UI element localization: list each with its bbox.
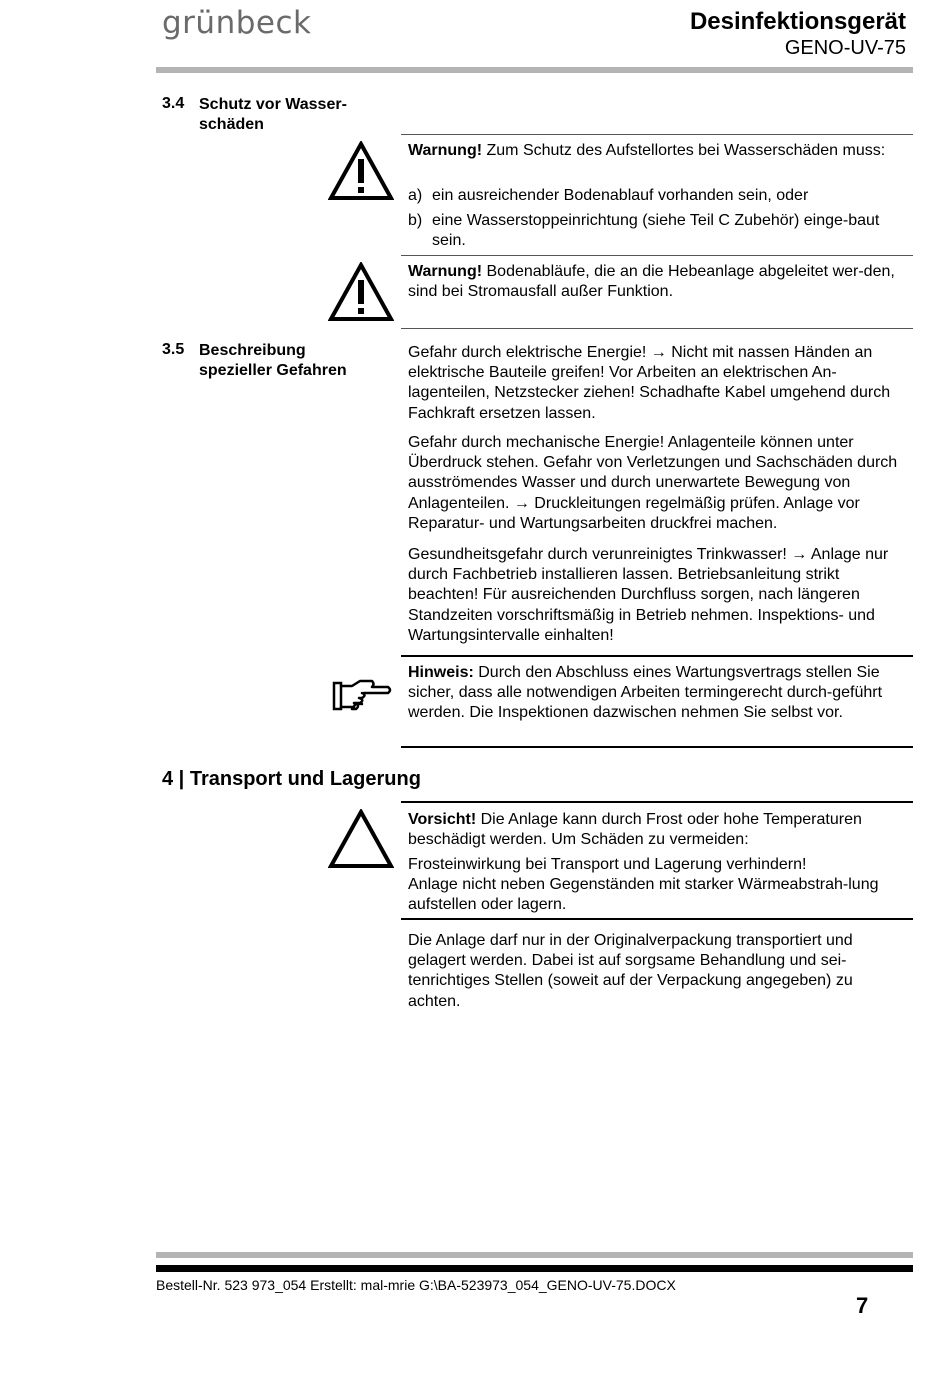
caution-label: Vorsicht! (408, 811, 477, 828)
section-number: 3.5 (162, 341, 185, 358)
footer-text: Bestell-Nr. 523 973_054 Erstellt: mal-mrie G:\BA-523973_054_GENO-UV-75.DOCX (156, 1277, 676, 1293)
document-title: Desinfektionsgerät (689, 8, 906, 35)
hazard-paragraph: Gesundheitsgefahr durch verunreinigtes Trinkwasser! → Anlage nur durch Fachbetrieb installieren lassen. Betriebsanleitung strikt beachten! Für ausreichenden Durchfluss sorgen, nach längeren Standzeiten vorschriftsmäßig in Betrieb nehmen. Inspektions- und Wartungsintervalle einhalten! (408, 546, 889, 644)
list-text: eine Wasserstoppeinrichtung (siehe Teil C Zubehör) einge-baut sein. (432, 212, 880, 250)
company-logo: grünbeck (162, 5, 312, 41)
list-text: ein ausreichender Bodenablauf vorhanden sein, oder (432, 187, 809, 204)
section-title-line: spezieller Gefahren (199, 362, 347, 379)
section-title (199, 95, 347, 135)
divider (401, 801, 913, 803)
warning-label: Warnung! (408, 263, 483, 280)
footer-rule (156, 1252, 913, 1258)
warning-triangle-icon (328, 141, 394, 201)
list-item (408, 211, 908, 251)
list-marker: a) (408, 187, 423, 204)
divider (401, 134, 913, 135)
divider (401, 655, 913, 657)
caution-line: Anlage nicht neben Gegenständen mit starker Wärmeabstrah-lung aufstellen oder lagern. (408, 876, 879, 914)
hazard-paragraph: Gefahr durch mechanische Energie! Anlagenteile können unter Überdruck stehen. Gefahr von Verletzungen und Sachschäden durch ausströmendes Wasser und durch unerwartete Bewegung von Anlagenteilen. → Druckleitungen regelmäßig prüfen. Anlage vor Reparatur- und Wartungsarbeiten druckfrei machen. (408, 434, 898, 532)
header-rule (156, 67, 913, 73)
caution-triangle-icon (328, 809, 394, 869)
page-number: 7 (856, 1293, 869, 1318)
divider (401, 255, 913, 256)
list-item (408, 186, 908, 206)
caution-line: Frosteinwirkung bei Transport und Lagerung verhindern! (408, 856, 807, 873)
divider (401, 746, 913, 748)
document-model: GENO-UV-75 (784, 37, 906, 59)
note-paragraph (408, 663, 908, 724)
section-number: 3.4 (162, 95, 185, 112)
warning-paragraph (408, 141, 908, 161)
hazard-paragraph: Gefahr durch elektrische Energie! → Nicht mit nassen Händen an elektrische Bauteile greifen! Vor Arbeiten an elektrischen An-lagenteilen, Netzstecker ziehen! Schadhafte Kabel umgehend durch Fachkraft ersetzen lassen. (408, 344, 891, 422)
warning-triangle-icon (328, 262, 394, 322)
warning-label: Warnung! (408, 142, 483, 159)
section-title-line: schäden (199, 116, 264, 133)
pointing-hand-icon (332, 676, 394, 716)
caution-paragraph (408, 810, 908, 850)
divider (401, 918, 913, 920)
warning-text: Zum Schutz des Aufstellortes bei Wasserschäden muss: (482, 142, 886, 159)
section-title-line: Beschreibung (199, 342, 306, 359)
chapter-heading: 4 | Transport und Lagerung (162, 768, 421, 790)
list-marker: b) (408, 212, 423, 229)
divider (401, 328, 913, 329)
note-text: Durch den Abschluss eines Wartungsvertrags stellen Sie sicher, dass alle notwendigen Arbeiten termingerecht durch-geführt werden. Die Inspektionen dazwischen nehmen Sie selbst vor. (408, 664, 883, 722)
section-title-line: Schutz vor Wasser- (199, 96, 347, 113)
warning-paragraph (408, 262, 908, 302)
footer-rule (156, 1265, 913, 1272)
caution-text: Die Anlage kann durch Frost oder hohe Temperaturen beschädigt werden. Um Schäden zu vermeiden: (408, 811, 862, 849)
warning-text: Bodenabläufe, die an die Hebeanlage abgeleitet wer-den, sind bei Stromausfall außer Funktion. (408, 263, 895, 301)
note-label: Hinweis: (408, 664, 474, 681)
section-title (199, 341, 347, 381)
transport-paragraph: Die Anlage darf nur in der Originalverpackung transportiert und gelagert werden. Dabei ist auf sorgsame Behandlung und sei-tenrichtiges Stellen (soweit auf der Verpackung angegeben) zu achten. (408, 932, 853, 1010)
